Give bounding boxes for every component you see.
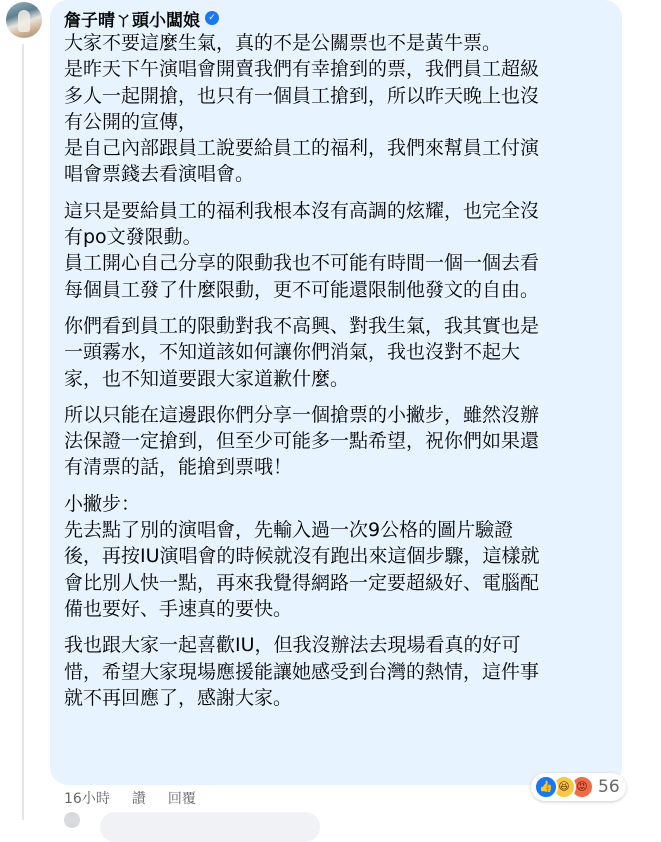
reply-button[interactable]: 回覆 — [167, 791, 196, 807]
comment-text-line: 大家不要這麼生氣，真的不是公關票也不是黃牛票。 — [64, 32, 502, 54]
reactions-summary[interactable] — [531, 773, 626, 801]
comment-text-line: 每個員工發了什麼限動，更不可能還限制他發文的自由。 — [64, 278, 540, 301]
timestamp[interactable]: 16小時 — [64, 791, 110, 807]
comment-text-line: 會比別人快一點，再來我覺得網路一定要超級好、電腦配 — [64, 571, 540, 594]
comment-text-line: 備也要好、手速真的要快。 — [64, 597, 293, 620]
comment-paragraph — [64, 313, 608, 392]
comment-text-line: 有清票的話，能搶到票哦！ — [64, 456, 293, 479]
comment-paragraph — [64, 632, 608, 711]
comment-text-line: 這只是要給員工的福利我根本沒有高調的炫耀，也完全沒 — [64, 199, 540, 222]
verified-badge-icon: ✓ — [205, 11, 219, 25]
comment-text-line: 唱會票錢去看演唱會。 — [64, 163, 255, 186]
comment-paragraph — [64, 402, 608, 481]
comment-text-line: 先去點了別的演唱會，先輸入過一次9公格的圖片驗證 — [64, 519, 514, 542]
thread-line — [22, 44, 24, 820]
next-comment-bubble — [100, 812, 320, 842]
comment-text-line: 有公開的宣傳， — [64, 110, 198, 133]
comment-text-line: 所以只能在這邊跟你們分享一個搶票的小撇步，雖然沒辦 — [64, 403, 540, 426]
next-comment-avatar — [64, 812, 80, 828]
angry-icon: 😡 — [570, 775, 594, 799]
comment-text-line: 法保證一定搶到，但至少可能多一點希望，祝你們如果還 — [64, 430, 540, 453]
comment-paragraph — [64, 198, 608, 303]
comment-text-line: 是昨天下午演唱會開賣我們有幸搶到的票，我們員工超級 — [64, 58, 540, 81]
like-icon: 👍 — [534, 775, 558, 799]
comment-paragraph — [64, 30, 608, 188]
comment-text-line: 一頭霧水，不知道該如何讓你們消氣，我也沒對不起大 — [64, 341, 521, 364]
comment-text-line: 多人一起開搶，也只有一個員工搶到，所以昨天晚上也沒 — [64, 84, 540, 107]
haha-icon: 😆 — [552, 775, 576, 799]
comment-author-row — [64, 6, 608, 30]
comment-text-line: 家，也不知道要跟大家道歉什麼。 — [64, 367, 350, 390]
like-button[interactable]: 讚 — [131, 791, 146, 807]
comment-text-line: 我也跟大家一起喜歡IU，但我沒辦法去現場看真的好可 — [64, 634, 521, 657]
comment-text-line: 你們看到員工的限動對我不高興、對我生氣，我其實也是 — [64, 314, 540, 337]
comment-meta — [64, 788, 196, 808]
comment-text-line: 是自己內部跟員工說要給員工的福利，我們來幫員工付演 — [64, 137, 540, 160]
reaction-count: 56 — [598, 777, 620, 797]
author-name[interactable]: 詹子晴ㄚ頭小闆娘 — [64, 10, 200, 31]
author-avatar[interactable] — [6, 2, 42, 38]
comment-paragraph — [64, 491, 608, 622]
comment-text-line: 員工開心自己分享的限動我也不可能有時間一個一個去看 — [64, 252, 540, 275]
comment-body — [64, 30, 608, 711]
comment-text-line: 惜，希望大家現場應援能讓她感受到台灣的熱情，這件事 — [64, 660, 540, 683]
comment-text-line: 小撇步： — [64, 492, 141, 515]
comment-text-line: 後，再按IU演唱會的時候就沒有跑出來這個步驟，這樣就 — [64, 545, 540, 568]
comment-text-line: 就不再回應了，感謝大家。 — [64, 686, 293, 709]
comment-bubble — [50, 0, 622, 785]
comment-text-line: 有po文發限動。 — [64, 226, 202, 249]
